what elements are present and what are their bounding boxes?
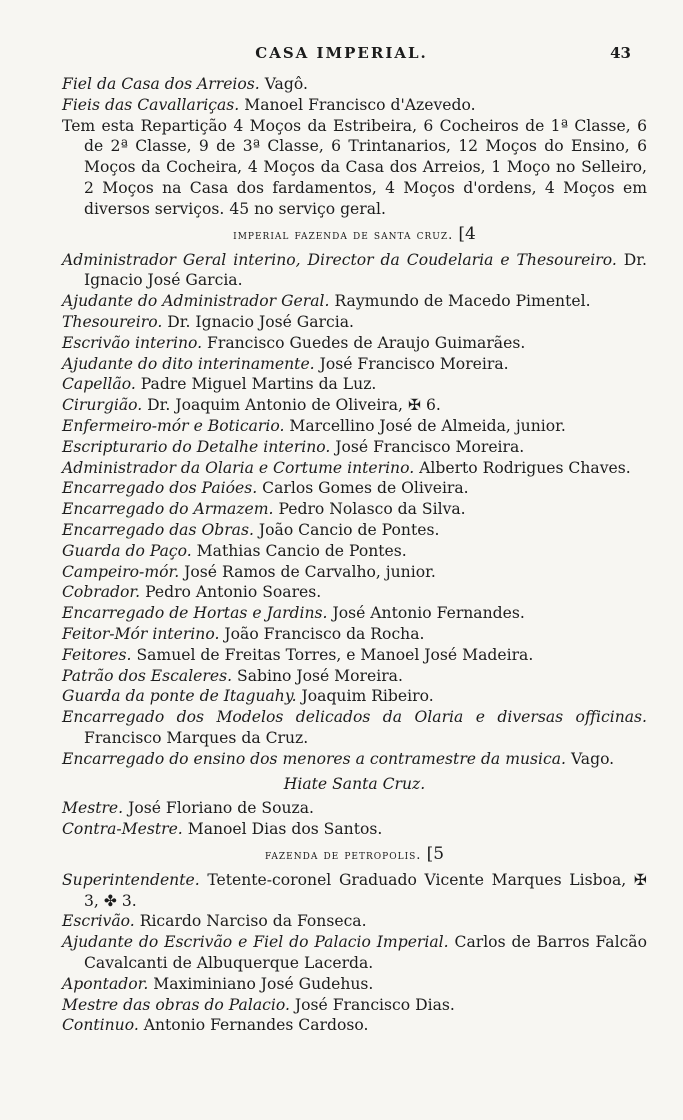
list-item [62,395,647,416]
list-item [62,911,647,932]
entry-text: Antonio Fernandes Cardoso. [138,1016,369,1035]
entry-role: Fieis das Cavallariças. [62,95,240,114]
list-item [62,562,647,583]
section-bracket: [4 [458,223,476,244]
list-item [62,291,647,312]
entry-role: Mestre das obras do Palacio. [62,995,290,1014]
entry-role: Continuo. [62,1016,139,1035]
entry-role: Contra-Mestre. [62,820,183,839]
list-item [62,354,647,375]
entry-text: Raymundo de Macedo Pimentel. [329,292,591,311]
section-bracket: [5 [426,843,445,864]
entry-role: Escrivão interino. [62,333,203,352]
entry-text: João Cancio de Pontes. [253,520,440,539]
list-item [62,707,647,749]
list-item [62,416,647,437]
entry-text: Francisco Guedes de Araujo Guimarães. [202,333,526,352]
list-item [62,95,647,116]
entry-role: Campeiro-mór. [62,562,180,581]
entry-role: Encarregado dos Paióes. [62,479,258,498]
entry-text: Dr. Joaquim Antonio de Oliveira, ✠ 6. [142,396,441,415]
entry-text: Sabino José Moreira. [232,666,403,685]
page-title: CASA IMPERIAL. [255,44,428,62]
list-item [62,686,647,707]
list-item [62,624,647,645]
entry-text: João Francisco da Rocha. [219,624,425,643]
entry-role: Escrivão. [62,912,135,931]
list-item [62,116,647,220]
subsection-heading: Hiate Santa Cruz. [283,774,426,793]
entry-text: Joaquim Ribeiro. [296,687,434,706]
list-item [62,870,647,912]
list-item [62,250,647,292]
entry-role: Cobrador. [62,583,141,602]
list-item [62,603,647,624]
santa-cruz-entries [62,250,647,770]
section-title: imperial fazenda de santa cruz. [233,227,454,243]
entry-role: Encarregado dos Modelos delicados da Olaria e diversas officinas. [62,708,647,727]
list-item [62,478,647,499]
entry-text: Manoel Dias dos Santos. [182,820,383,839]
entry-role: Mestre. [62,799,124,818]
entry-text: Pedro Nolasco da Silva. [273,500,466,519]
entry-text: Dr. Ignacio José Garcia. [84,250,647,290]
entry-text: Vago. [566,749,615,768]
entry-text: Marcellino José de Almeida, junior. [284,416,566,435]
list-item [62,819,647,840]
entry-text: Vagô. [259,75,308,93]
entry-text: José Floriano de Souza. [123,799,314,818]
entry-role: Superintendente. [62,870,200,889]
entry-role: Apontador. [62,974,149,993]
entry-role: Ajudante do Escrivão e Fiel do Palacio Imperial. [62,933,449,952]
entry-role: Feitores. [62,645,132,664]
entry-text: Alberto Rodrigues Chaves. [414,458,631,477]
entry-role: Encarregado do Armazem. [62,500,274,519]
list-item [62,333,647,354]
entry-text: Tem esta Repartição 4 Moços da Estribeira, 6 Cocheiros de 1ª Classe, 6 de 2ª Classe, 9 de 3ª Classe, 6 Trintanarios, 12 Moços do Ensino, 6 Moços da Cocheira, 4 Moços da Casa dos Arreios, 1 Moço no Selleiro, 2 Moços na Casa dos fardamentos, 4 Moços d'ordens, 4 Moços em diversos serviços. 45 no serviço geral. [62,116,647,218]
list-item [62,798,647,819]
list-item [62,666,647,687]
entry-role: Encarregado do ensino dos menores a contramestre da musica. [62,749,566,768]
list-item [62,499,647,520]
list-item [62,74,647,95]
entry-text: Padre Miguel Martins da Luz. [135,375,377,394]
entry-role: Ajudante do Administrador Geral. [62,292,330,311]
entry-text: José Ramos de Carvalho, junior. [179,562,436,581]
list-item [62,932,647,974]
list-item [62,582,647,603]
list-item [62,458,647,479]
entry-role: Encarregado das Obras. [62,520,254,539]
entry-role: Escripturario do Detalhe interino. [62,437,331,456]
entry-text: José Francisco Dias. [289,995,455,1014]
section-title: fazenda de petropolis. [264,847,422,863]
list-item [62,645,647,666]
entry-text: José Francisco Moreira. [314,354,509,373]
entry-role: Administrador da Olaria e Cortume interino. [62,458,415,477]
entry-text: Francisco Marques da Cruz. [84,728,309,747]
entry-text: Dr. Ignacio José Garcia. [162,312,354,331]
entry-role: Enfermeiro-mór e Boticario. [62,416,285,435]
arreios-block [62,74,647,220]
section-heading-petropolis [62,844,647,866]
entry-role: Administrador Geral interino, Director da Coudelaria e Thesoureiro. [62,250,617,269]
entry-role: Ajudante do dito interinamente. [62,354,315,373]
entry-text: Carlos Gomes de Oliveira. [257,479,469,498]
entry-text: Ricardo Narciso da Fonseca. [134,912,367,931]
running-header [0,44,683,68]
text-body [62,74,647,1036]
entry-text: Samuel de Freitas Torres, e Manoel José Madeira. [131,645,534,664]
petropolis-entries [62,870,647,1036]
list-item [62,995,647,1016]
entry-text: José Francisco Moreira. [330,437,525,456]
list-item [62,1015,647,1036]
list-item [62,437,647,458]
entry-role: Fiel da Casa dos Arreios. [62,75,260,93]
entry-text: Maximiniano José Gudehus. [148,974,374,993]
list-item [62,374,647,395]
entry-role: Capellão. [62,375,136,394]
list-item [62,520,647,541]
entry-role: Feitor-Mór interino. [62,624,220,643]
entry-text: Tetente-coronel Graduado Vicente Marques Lisboa, ✠ 3, ✤ 3. [84,870,647,910]
list-item [62,974,647,995]
list-item [62,749,647,770]
entry-text: José Antonio Fernandes. [327,604,525,623]
entry-role: Patrão dos Escaleres. [62,666,233,685]
entry-text: Carlos de Barros Falcão Cavalcanti de Albuquerque Lacerda. [84,933,647,973]
hiate-entries [62,798,647,840]
entry-text: Mathias Cancio de Pontes. [191,541,407,560]
list-item [62,541,647,562]
entry-text: Manoel Francisco d'Azevedo. [239,95,476,114]
list-item [62,312,647,333]
entry-role: Guarda do Paço. [62,541,192,560]
page-number: 43 [610,44,631,62]
entry-role: Cirurgião. [62,396,143,415]
entry-role: Encarregado de Hortas e Jardins. [62,604,328,623]
section-heading-santa-cruz [62,224,647,246]
entry-text: Pedro Antonio Soares. [140,583,322,602]
entry-role: Thesoureiro. [62,312,163,331]
entry-role: Guarda da ponte de Itaguahy. [62,687,297,706]
